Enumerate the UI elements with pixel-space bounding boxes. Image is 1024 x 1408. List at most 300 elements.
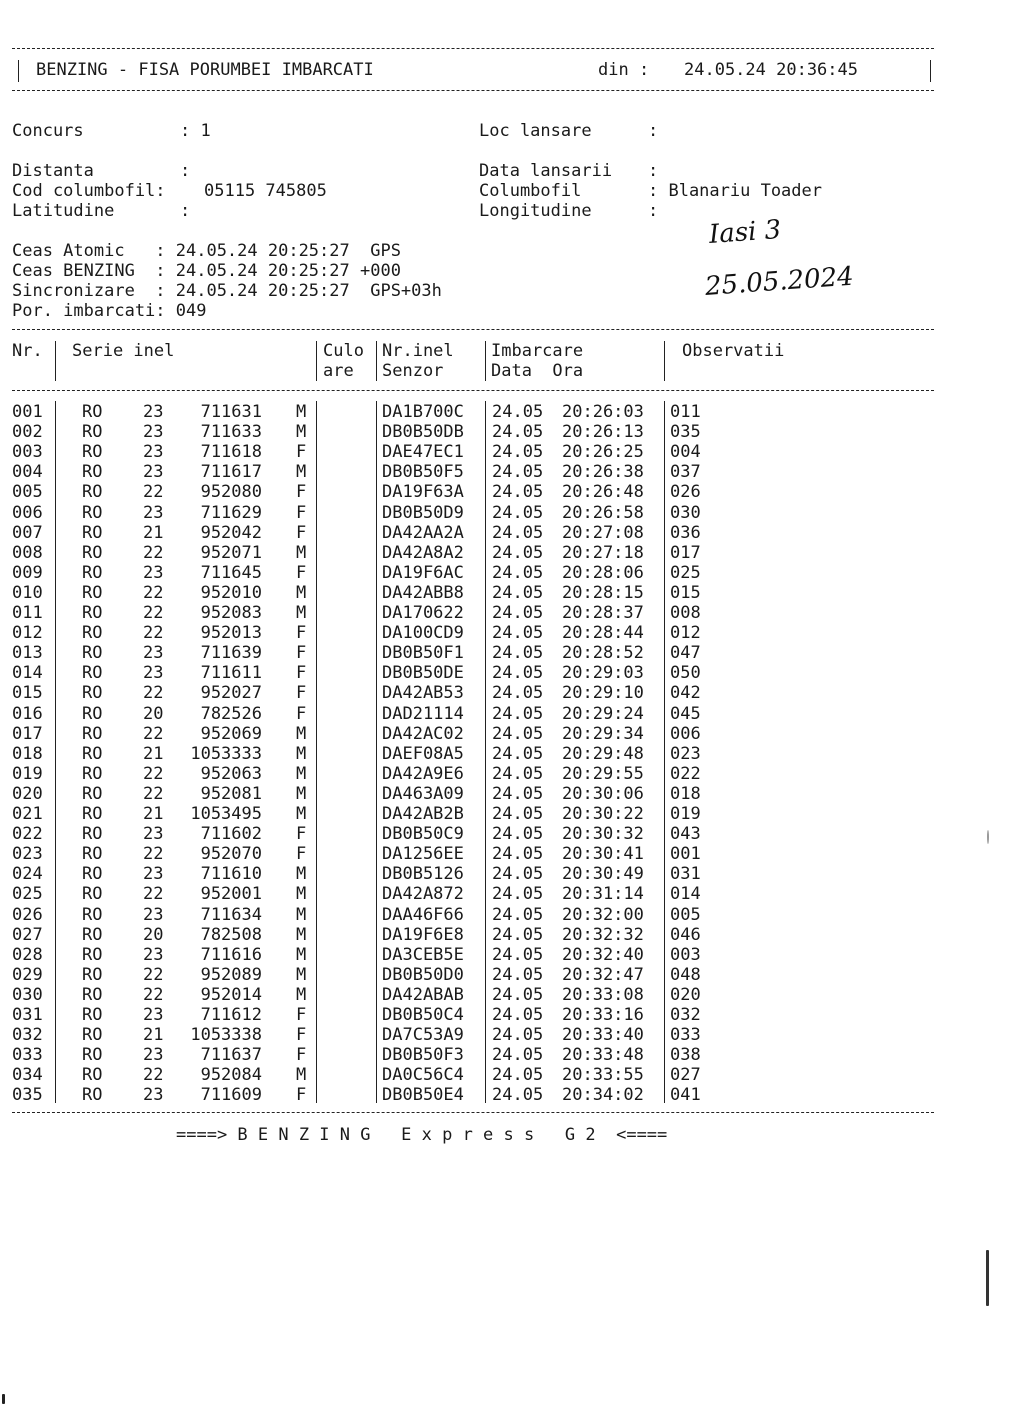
row-nr: 034	[12, 1065, 43, 1086]
row-country: RO	[82, 402, 103, 422]
row-sex: F	[296, 522, 307, 543]
row-sex: F	[296, 562, 307, 583]
document-title: BENZING - FISA PORUMBEI IMBARCATI	[36, 60, 374, 80]
row-nr: 013	[12, 643, 43, 664]
row-observation: 045	[670, 703, 701, 724]
row-time: 20:30:32	[562, 824, 644, 845]
row-ring-number: 711602	[200, 824, 262, 845]
row-year: 23	[143, 402, 164, 422]
table-header-bottom-rule	[12, 390, 934, 391]
row-sensor-id: DA0C56C4	[382, 1065, 464, 1086]
row-date: 24.05	[492, 683, 544, 704]
row-observation: 038	[670, 1045, 701, 1066]
row-ring-number: 1053495	[190, 804, 262, 824]
table-row	[0, 643, 1024, 663]
row-year: 20	[143, 703, 164, 724]
table-row	[0, 603, 1024, 623]
row-date: 24.05	[492, 723, 544, 744]
row-time: 20:28:15	[562, 582, 644, 603]
row-year: 23	[143, 1045, 164, 1066]
row-sensor-id: DA19F6AC	[382, 562, 464, 583]
row-sex: F	[296, 623, 307, 644]
columbofil-value: : Blanariu Toader	[648, 181, 822, 201]
row-observation: 020	[670, 984, 701, 1005]
row-sex: M	[296, 804, 307, 824]
row-country: RO	[82, 804, 103, 824]
row-nr: 025	[12, 884, 43, 905]
row-year: 21	[143, 804, 164, 824]
row-sex: F	[296, 663, 307, 684]
row-date: 24.05	[492, 643, 544, 664]
table-row	[0, 563, 1024, 583]
row-ring-number: 711633	[200, 422, 262, 443]
table-row	[0, 784, 1024, 804]
row-ring-number: 711629	[200, 502, 262, 523]
row-observation: 012	[670, 623, 701, 644]
row-country: RO	[82, 562, 103, 583]
row-nr: 023	[12, 844, 43, 865]
row-time: 20:26:13	[562, 422, 644, 443]
row-time: 20:30:49	[562, 864, 644, 885]
row-sex: F	[296, 442, 307, 463]
header-top-rule	[12, 48, 934, 49]
header-bottom-rule	[12, 90, 934, 91]
cod-columbofil-label: Cod columbofil:	[12, 181, 166, 201]
row-observation: 046	[670, 924, 701, 945]
row-date: 24.05	[492, 422, 544, 443]
table-row	[0, 402, 1024, 422]
row-observation: 043	[670, 824, 701, 845]
row-nr: 007	[12, 522, 43, 543]
row-sex: M	[296, 462, 307, 483]
row-sex: M	[296, 884, 307, 905]
row-sex: M	[296, 723, 307, 744]
row-date: 24.05	[492, 502, 544, 523]
col-header-nr: Nr.	[12, 341, 43, 361]
row-ring-number: 952013	[200, 623, 262, 644]
row-sex: M	[296, 582, 307, 603]
row-year: 22	[143, 542, 164, 563]
row-sensor-id: DA42AA2A	[382, 522, 464, 543]
col-header-nr-inel-2: Senzor	[382, 361, 444, 381]
data-lansarii-value: :	[648, 161, 659, 181]
row-ring-number: 711618	[200, 442, 262, 463]
table-row	[0, 462, 1024, 482]
footer-banner: ====> B E N Z I N G E x p r e s s G 2 <====	[176, 1125, 668, 1145]
col-header-imbarcare-1: Imbarcare	[491, 341, 584, 361]
row-nr: 001	[12, 402, 43, 422]
table-row	[0, 543, 1024, 563]
data-lansarii-label: Data lansarii	[479, 161, 613, 181]
row-nr: 030	[12, 984, 43, 1005]
row-year: 20	[143, 924, 164, 945]
row-nr: 018	[12, 743, 43, 764]
header-left-bar	[18, 60, 19, 82]
row-sex: M	[296, 984, 307, 1005]
table-row	[0, 503, 1024, 523]
row-sex: M	[296, 542, 307, 563]
row-country: RO	[82, 783, 103, 804]
row-year: 22	[143, 603, 164, 623]
row-ring-number: 711609	[200, 1085, 262, 1106]
row-time: 20:32:40	[562, 944, 644, 965]
row-sensor-id: DA42AB2B	[382, 804, 464, 824]
row-country: RO	[82, 944, 103, 965]
row-observation: 047	[670, 643, 701, 664]
longitudine-label: Longitudine	[479, 201, 592, 221]
row-nr: 008	[12, 542, 43, 563]
cod-columbofil-value: 05115 745805	[204, 181, 327, 201]
row-year: 21	[143, 522, 164, 543]
row-time: 20:29:34	[562, 723, 644, 744]
header-right-bar	[930, 60, 931, 82]
row-observation: 006	[670, 723, 701, 744]
row-date: 24.05	[492, 884, 544, 905]
row-country: RO	[82, 522, 103, 543]
row-sex: M	[296, 944, 307, 965]
row-time: 20:30:41	[562, 844, 644, 865]
row-time: 20:30:06	[562, 783, 644, 804]
table-row	[0, 764, 1024, 784]
row-time: 20:29:55	[562, 763, 644, 784]
header-sep-1	[55, 341, 56, 381]
row-country: RO	[82, 924, 103, 945]
row-observation: 033	[670, 1025, 701, 1046]
table-row	[0, 824, 1024, 844]
row-country: RO	[82, 542, 103, 563]
row-date: 24.05	[492, 1065, 544, 1086]
row-country: RO	[82, 1025, 103, 1046]
row-nr: 033	[12, 1045, 43, 1066]
row-sensor-id: DA7C53A9	[382, 1025, 464, 1046]
row-sex: M	[296, 603, 307, 623]
row-time: 20:29:48	[562, 743, 644, 764]
row-date: 24.05	[492, 844, 544, 865]
row-year: 22	[143, 1065, 164, 1086]
scan-artifact	[986, 1250, 989, 1306]
row-ring-number: 952081	[200, 783, 262, 804]
row-ring-number: 952014	[200, 984, 262, 1005]
row-sensor-id: DAEF08A5	[382, 743, 464, 764]
row-country: RO	[82, 482, 103, 503]
row-year: 23	[143, 422, 164, 443]
table-row	[0, 804, 1024, 824]
row-sensor-id: DA1B700C	[382, 402, 464, 422]
por-imbarcati-line: Por. imbarcati: 049	[12, 301, 207, 321]
row-country: RO	[82, 442, 103, 463]
col-header-serie-inel: Serie inel	[72, 341, 175, 361]
row-year: 23	[143, 904, 164, 925]
row-date: 24.05	[492, 743, 544, 764]
columbofil-label: Columbofil	[479, 181, 582, 201]
row-time: 20:32:00	[562, 904, 644, 925]
row-observation: 015	[670, 582, 701, 603]
row-ring-number: 952071	[200, 542, 262, 563]
row-sex: M	[296, 743, 307, 764]
table-row	[0, 844, 1024, 864]
row-sensor-id: DAE47EC1	[382, 442, 464, 463]
row-date: 24.05	[492, 824, 544, 845]
row-observation: 030	[670, 502, 701, 523]
row-country: RO	[82, 582, 103, 603]
row-time: 20:28:52	[562, 643, 644, 664]
row-country: RO	[82, 984, 103, 1005]
row-observation: 003	[670, 944, 701, 965]
row-year: 23	[143, 1085, 164, 1106]
row-observation: 041	[670, 1085, 701, 1106]
row-time: 20:34:02	[562, 1085, 644, 1106]
row-observation: 011	[670, 402, 701, 422]
row-time: 20:26:03	[562, 402, 644, 422]
row-ring-number: 952070	[200, 844, 262, 865]
row-country: RO	[82, 1005, 103, 1025]
row-country: RO	[82, 502, 103, 523]
row-nr: 024	[12, 864, 43, 885]
row-ring-number: 711616	[200, 944, 262, 965]
row-observation: 019	[670, 804, 701, 824]
row-ring-number: 952089	[200, 964, 262, 985]
row-sex: F	[296, 824, 307, 845]
table-row	[0, 884, 1024, 904]
row-time: 20:28:44	[562, 623, 644, 644]
row-time: 20:33:16	[562, 1005, 644, 1025]
row-sensor-id: DB0B50C4	[382, 1005, 464, 1025]
table-row	[0, 663, 1024, 683]
row-time: 20:33:40	[562, 1025, 644, 1046]
row-year: 23	[143, 1005, 164, 1025]
row-date: 24.05	[492, 582, 544, 603]
row-observation: 037	[670, 462, 701, 483]
header-sep-3	[376, 341, 377, 381]
row-year: 22	[143, 482, 164, 503]
row-sensor-id: DA42A9E6	[382, 763, 464, 784]
row-nr: 017	[12, 723, 43, 744]
row-observation: 018	[670, 783, 701, 804]
row-ring-number: 952083	[200, 603, 262, 623]
table-row	[0, 905, 1024, 925]
row-date: 24.05	[492, 562, 544, 583]
row-nr: 014	[12, 663, 43, 684]
row-year: 23	[143, 824, 164, 845]
col-header-culoare-2: are	[323, 361, 354, 381]
row-date: 24.05	[492, 703, 544, 724]
row-observation: 031	[670, 864, 701, 885]
row-sex: F	[296, 1085, 307, 1106]
row-date: 24.05	[492, 663, 544, 684]
row-nr: 012	[12, 623, 43, 644]
header-sep-4	[485, 341, 486, 381]
row-date: 24.05	[492, 864, 544, 885]
row-time: 20:32:32	[562, 924, 644, 945]
row-ring-number: 711639	[200, 643, 262, 664]
row-observation: 005	[670, 904, 701, 925]
table-row	[0, 523, 1024, 543]
row-ring-number: 782508	[200, 924, 262, 945]
row-country: RO	[82, 422, 103, 443]
row-time: 20:28:37	[562, 603, 644, 623]
row-country: RO	[82, 462, 103, 483]
row-sex: M	[296, 402, 307, 422]
row-country: RO	[82, 743, 103, 764]
row-year: 23	[143, 562, 164, 583]
row-sensor-id: DB0B5126	[382, 864, 464, 885]
row-sex: F	[296, 703, 307, 724]
row-ring-number: 952027	[200, 683, 262, 704]
row-sensor-id: DA463A09	[382, 783, 464, 804]
latitudine-value: :	[180, 201, 191, 221]
row-nr: 019	[12, 763, 43, 784]
table-row	[0, 925, 1024, 945]
table-row	[0, 724, 1024, 744]
row-sex: M	[296, 1065, 307, 1086]
row-sex: M	[296, 964, 307, 985]
row-sensor-id: DA42ABAB	[382, 984, 464, 1005]
row-time: 20:33:55	[562, 1065, 644, 1086]
table-row	[0, 965, 1024, 985]
ceas-atomic-line: Ceas Atomic : 24.05.24 20:25:27 GPS	[12, 241, 401, 261]
row-sensor-id: DB0B50F3	[382, 1045, 464, 1066]
row-sensor-id: DB0B50F1	[382, 643, 464, 664]
row-date: 24.05	[492, 623, 544, 644]
row-year: 22	[143, 723, 164, 744]
table-row	[0, 1005, 1024, 1025]
row-observation: 026	[670, 482, 701, 503]
row-sensor-id: DAA46F66	[382, 904, 464, 925]
row-country: RO	[82, 683, 103, 704]
row-sex: F	[296, 1025, 307, 1046]
row-observation: 001	[670, 844, 701, 865]
row-ring-number: 952069	[200, 723, 262, 744]
row-sensor-id: DB0B50C9	[382, 824, 464, 845]
row-sensor-id: DB0B50DB	[382, 422, 464, 443]
row-date: 24.05	[492, 924, 544, 945]
table-row	[0, 945, 1024, 965]
row-ring-number: 711612	[200, 1005, 262, 1025]
col-header-nr-inel-1: Nr.inel	[382, 341, 454, 361]
row-sensor-id: DB0B50E4	[382, 1085, 464, 1106]
row-nr: 027	[12, 924, 43, 945]
row-time: 20:30:22	[562, 804, 644, 824]
din-label: din :	[598, 60, 650, 80]
row-year: 21	[143, 743, 164, 764]
row-date: 24.05	[492, 522, 544, 543]
row-observation: 008	[670, 603, 701, 623]
row-nr: 002	[12, 422, 43, 443]
row-year: 22	[143, 582, 164, 603]
row-country: RO	[82, 824, 103, 845]
row-sex: F	[296, 502, 307, 523]
header-sep-2	[316, 341, 317, 381]
col-header-observatii: Observatii	[682, 341, 785, 361]
row-year: 22	[143, 964, 164, 985]
row-year: 22	[143, 783, 164, 804]
distanta-value: :	[180, 161, 191, 181]
row-nr: 003	[12, 442, 43, 463]
row-sex: F	[296, 844, 307, 865]
row-sex: F	[296, 1005, 307, 1025]
row-ring-number: 711645	[200, 562, 262, 583]
row-date: 24.05	[492, 1045, 544, 1066]
row-year: 23	[143, 462, 164, 483]
latitudine-label: Latitudine	[12, 201, 115, 221]
row-year: 22	[143, 884, 164, 905]
table-row	[0, 1025, 1024, 1045]
row-ring-number: 952042	[200, 522, 262, 543]
ceas-benzing-line: Ceas BENZING : 24.05.24 20:25:27 +000	[12, 261, 401, 281]
row-year: 21	[143, 1025, 164, 1046]
row-sensor-id: DA19F6E8	[382, 924, 464, 945]
table-row	[0, 1085, 1024, 1105]
row-country: RO	[82, 884, 103, 905]
row-country: RO	[82, 864, 103, 885]
scan-artifact	[2, 1394, 5, 1404]
row-sensor-id: DB0B50DE	[382, 663, 464, 684]
row-observation: 036	[670, 522, 701, 543]
row-date: 24.05	[492, 804, 544, 824]
row-sex: M	[296, 924, 307, 945]
sincronizare-line: Sincronizare : 24.05.24 20:25:27 GPS+03h	[12, 281, 442, 301]
row-date: 24.05	[492, 984, 544, 1005]
row-year: 22	[143, 763, 164, 784]
row-ring-number: 1053333	[190, 743, 262, 764]
row-ring-number: 782526	[200, 703, 262, 724]
row-date: 24.05	[492, 783, 544, 804]
row-observation: 023	[670, 743, 701, 764]
row-year: 23	[143, 442, 164, 463]
row-sensor-id: DA1256EE	[382, 844, 464, 865]
row-nr: 026	[12, 904, 43, 925]
distanta-label: Distanta	[12, 161, 94, 181]
longitudine-value: :	[648, 201, 659, 221]
row-time: 20:26:48	[562, 482, 644, 503]
header-sep-5	[664, 341, 665, 381]
row-nr: 015	[12, 683, 43, 704]
row-sex: F	[296, 1045, 307, 1066]
table-row	[0, 482, 1024, 502]
row-time: 20:26:38	[562, 462, 644, 483]
col-header-culoare-1: Culo	[323, 341, 364, 361]
row-observation: 035	[670, 422, 701, 443]
row-nr: 009	[12, 562, 43, 583]
row-nr: 035	[12, 1085, 43, 1106]
table-row	[0, 864, 1024, 884]
row-nr: 022	[12, 824, 43, 845]
row-nr: 032	[12, 1025, 43, 1046]
table-bottom-rule	[12, 1112, 934, 1113]
row-observation: 027	[670, 1065, 701, 1086]
row-time: 20:26:58	[562, 502, 644, 523]
row-country: RO	[82, 603, 103, 623]
row-country: RO	[82, 1045, 103, 1066]
row-nr: 031	[12, 1005, 43, 1025]
row-observation: 048	[670, 964, 701, 985]
row-ring-number: 952080	[200, 482, 262, 503]
row-year: 22	[143, 683, 164, 704]
table-row	[0, 683, 1024, 703]
row-time: 20:26:25	[562, 442, 644, 463]
col-header-imbarcare-2: Data Ora	[491, 361, 584, 381]
row-sensor-id: DB0B50D0	[382, 964, 464, 985]
table-row	[0, 442, 1024, 462]
row-observation: 014	[670, 884, 701, 905]
table-row	[0, 623, 1024, 643]
row-year: 23	[143, 643, 164, 664]
row-time: 20:28:06	[562, 562, 644, 583]
row-sex: M	[296, 783, 307, 804]
row-sensor-id: DAD21114	[382, 703, 464, 724]
row-sex: M	[296, 422, 307, 443]
handwritten-date: 25.05.2024	[704, 261, 855, 302]
